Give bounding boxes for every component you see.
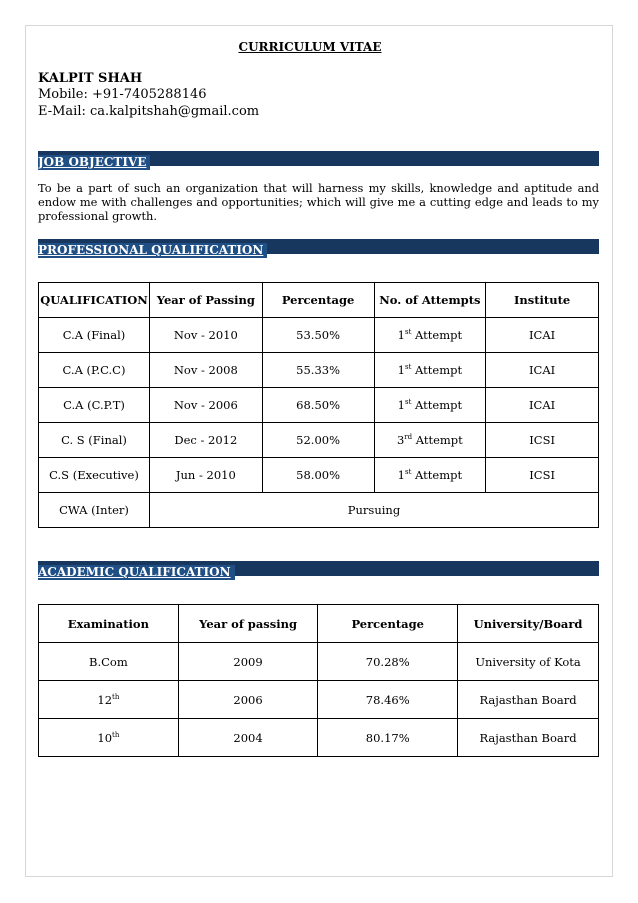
attempt-number: 3 — [396, 433, 405, 447]
objective-text: To be a part of such an organization that will harness my skills, knowledge and aptitude and endow me with challenges and opportunities; which will give me a cutting edge and leads to my professional growth. — [38, 181, 599, 223]
attempts-cell — [374, 318, 486, 353]
examination-text: 10 — [97, 730, 113, 745]
table-row — [39, 318, 599, 353]
qualification-cell: C. S (Final) — [39, 423, 150, 458]
attempt-number: 1 — [397, 468, 405, 482]
institute-cell: ICSI — [486, 458, 599, 493]
attempts-cell — [374, 353, 486, 388]
year-cell: Nov - 2010 — [149, 318, 262, 353]
percentage-cell: 53.50% — [262, 318, 374, 353]
attempt-word: Attempt — [411, 363, 463, 377]
qualification-cell: C.A (Final) — [39, 318, 150, 353]
section-academic-qualification — [38, 561, 599, 579]
section-heading: JOB OBJECTIVE — [38, 155, 150, 170]
table-header-row — [39, 283, 599, 318]
email-address: E-Mail: ca.kalpitshah@gmail.com — [38, 104, 260, 119]
year-cell: Nov - 2006 — [149, 388, 262, 423]
academic-qualification-table — [38, 604, 599, 757]
section-professional-qualification — [38, 239, 599, 257]
header-cell: QUALIFICATION — [39, 283, 150, 318]
professional-qualification-table — [38, 282, 599, 528]
percentage-cell: 70.28% — [318, 643, 458, 681]
percentage-cell: 58.00% — [262, 458, 374, 493]
attempt-number: 1 — [397, 398, 405, 412]
attempt-ordinal: st — [404, 468, 412, 477]
attempt-ordinal: rd — [404, 433, 413, 442]
attempt-number: 1 — [397, 363, 405, 377]
percentage-cell: 78.46% — [318, 681, 458, 719]
qualification-cell: C.A (P.C.C) — [39, 353, 150, 388]
table-row — [39, 458, 599, 493]
year-cell: 2004 — [178, 719, 318, 757]
examination-cell — [39, 719, 179, 757]
table-row — [39, 423, 599, 458]
qualification-cell: CWA (Inter) — [39, 493, 150, 528]
header-cell: Institute — [486, 283, 599, 318]
section-job-objective — [38, 151, 599, 169]
mobile-number: Mobile: +91-7405288146 — [38, 87, 207, 102]
table-row — [39, 353, 599, 388]
institute-cell: ICAI — [486, 388, 599, 423]
header-cell: Year of passing — [178, 605, 318, 643]
attempts-cell — [374, 388, 486, 423]
examination-ordinal: th — [112, 692, 120, 701]
header-cell: Year of Passing — [149, 283, 262, 318]
year-cell: Jun - 2010 — [149, 458, 262, 493]
year-cell: 2006 — [178, 681, 318, 719]
year-cell: Dec - 2012 — [149, 423, 262, 458]
percentage-cell: 55.33% — [262, 353, 374, 388]
examination-text: B.Com — [89, 654, 128, 669]
status-cell: Pursuing — [149, 493, 598, 528]
attempt-word: Attempt — [412, 433, 463, 447]
attempts-cell — [374, 458, 486, 493]
table-row — [39, 643, 599, 681]
examination-text: 12 — [97, 692, 113, 707]
table-row — [39, 719, 599, 757]
section-heading: PROFESSIONAL QUALIFICATION — [38, 243, 267, 258]
qualification-cell: C.S (Executive) — [39, 458, 150, 493]
board-cell: Rajasthan Board — [458, 681, 599, 719]
table-row — [39, 493, 599, 528]
attempt-word: Attempt — [411, 468, 463, 482]
table-row — [39, 388, 599, 423]
table-row — [39, 681, 599, 719]
header-cell: Percentage — [262, 283, 374, 318]
candidate-name: KALPIT SHAH — [38, 71, 143, 86]
header-cell: Examination — [39, 605, 179, 643]
institute-cell: ICAI — [486, 318, 599, 353]
institute-cell: ICAI — [486, 353, 599, 388]
examination-ordinal: th — [112, 730, 120, 739]
examination-cell — [39, 681, 179, 719]
attempt-ordinal: st — [404, 398, 412, 407]
institute-cell: ICSI — [486, 423, 599, 458]
attempt-ordinal: st — [404, 363, 412, 372]
document-title: CURRICULUM VITAE — [238, 40, 382, 54]
attempt-number: 1 — [397, 328, 405, 342]
percentage-cell: 52.00% — [262, 423, 374, 458]
section-heading: ACADEMIC QUALIFICATION — [38, 565, 235, 580]
header-cell: Percentage — [318, 605, 458, 643]
qualification-cell: C.A (C.P.T) — [39, 388, 150, 423]
year-cell: Nov - 2008 — [149, 353, 262, 388]
attempt-word: Attempt — [411, 328, 463, 342]
attempt-ordinal: st — [404, 328, 412, 337]
percentage-cell: 68.50% — [262, 388, 374, 423]
board-cell: University of Kota — [458, 643, 599, 681]
board-cell: Rajasthan Board — [458, 719, 599, 757]
table-header-row — [39, 605, 599, 643]
percentage-cell: 80.17% — [318, 719, 458, 757]
attempt-word: Attempt — [411, 398, 463, 412]
examination-cell — [39, 643, 179, 681]
attempts-cell — [374, 423, 486, 458]
header-cell: No. of Attempts — [374, 283, 486, 318]
year-cell: 2009 — [178, 643, 318, 681]
header-cell: University/Board — [458, 605, 599, 643]
